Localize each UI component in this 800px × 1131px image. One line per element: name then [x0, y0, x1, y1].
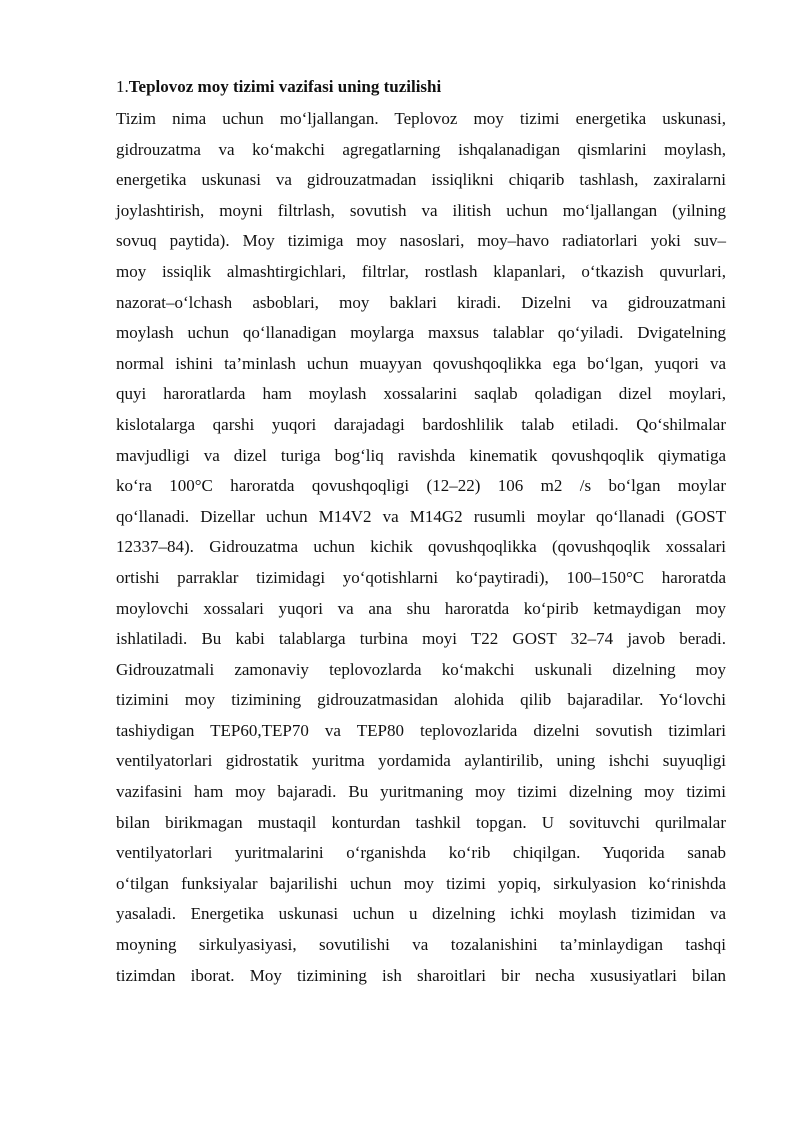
section-number: 1. [116, 77, 129, 96]
text-line: qo‘llanadi. Dizellar uchun M14V2 va M14G2 rusumli moylar qo‘llanadi (GOST [116, 506, 726, 526]
text-line: vazifasini ham moy bajaradi. Bu yuritmaning moy tizimi dizelning moy tizimi [116, 782, 726, 802]
text-line: Gidrouzatmali zamonaviy teplovozlarda ko‘makchi uskunali dizelning moy [116, 659, 726, 679]
section-title: Teplovoz moy tizimi vazifasi uning tuzilishi [128, 77, 442, 96]
section-heading [116, 70, 726, 104]
text-line: gidrouzatma va ko‘makchi agregatlarning ishqalanadigan qismlarini moylash, [116, 139, 726, 159]
text-line: o‘tilgan funksiyalar bajarilishi uchun moy tizimi yopiq, sirkulyasion ko‘rinishda [116, 873, 726, 893]
text-line: tizimdan iborat. Moy tizimining ish sharoitlari bir necha xususiyatlari bilan [116, 965, 726, 985]
body-paragraph [116, 104, 726, 991]
text-line: moyning sirkulyasiyasi, sovutilishi va tozalanishini ta’minlaydigan tashqi [116, 935, 726, 955]
text-line: ortishi parraklar tizimidagi yo‘qotishlarni ko‘paytiradi), 100–150°C haroratda [116, 567, 726, 587]
text-line: quyi haroratlarda ham moylash xossalarini saqlab qoladigan dizel moylari, [116, 384, 726, 404]
text-line: joylashtirish, moyni filtrlash, sovutish va ilitish uchun mo‘ljallangan (yilning [116, 200, 726, 220]
text-line: Tizim nima uchun mo‘ljallangan. Teplovoz moy tizimi energetika uskunasi, [116, 109, 726, 128]
text-line: ventilyatorlari gidrostatik yuritma yordamida aylantirilib, uning ishchi suyuqligi [116, 751, 726, 771]
text-line: nazorat–o‘lchash asboblari, moy baklari kiradi. Dizelni va gidrouzatmani [116, 292, 726, 312]
text-line: ko‘ra 100°C haroratda qovushqoqligi (12–22) 106 m2 /s bo‘lgan moylar [116, 476, 726, 496]
text-line: mavjudligi va dizel turiga bog‘liq ravishda kinematik qovushqoqlik qiymatiga [116, 445, 726, 465]
text-line: ventilyatorlari yuritmalarini o‘rganishda ko‘rib chiqilgan. Yuqorida sanab [116, 843, 726, 863]
text-line: 12337–84). Gidrouzatma uchun kichik qovushqoqlikka (qovushqoqlik xossalari [116, 537, 726, 557]
text-line: moylovchi xossalari yuqori va ana shu haroratda ko‘pirib ketmaydigan moy [116, 598, 726, 618]
text-line: kislotalarga qarshi yuqori darajadagi bardoshlilik talab etiladi. Qo‘shilmalar [116, 414, 726, 434]
text-line: moy issiqlik almashtirgichlari, filtrlar, rostlash klapanlari, o‘tkazish quvurlari, [116, 261, 726, 281]
text-line: bilan birikmagan mustaqil konturdan tashkil topgan. U sovituvchi qurilmalar [116, 812, 726, 832]
text-line: energetika uskunasi va gidrouzatmadan issiqlikni chiqarib tashlash, zaxiralarni [116, 170, 726, 190]
text-line: tashiydigan TEP60,TEP70 va TEP80 teplovozlarida dizelni sovutish tizimlari [116, 720, 726, 740]
text-line: ishlatiladi. Bu kabi talablarga turbina moyi T22 GOST 32–74 javob beradi. [116, 629, 726, 649]
text-line: tizimini moy tizimining gidrouzatmasidan alohida qilib bajaradilar. Yo‘lovchi [116, 690, 726, 710]
text-line: normal ishini ta’minlash uchun muayyan qovushqoqlikka ega bo‘lgan, yuqori va [116, 353, 726, 373]
text-line: sovuq paytida). Moy tizimiga moy nasoslari, moy–havo radiatorlari yoki suv– [116, 231, 726, 251]
text-line: moylash uchun qo‘llanadigan moylarga maxsus talablar qo‘yiladi. Dvigatelning [116, 323, 726, 343]
text-line: yasaladi. Energetika uskunasi uchun u dizelning ichki moylash tizimidan va [116, 904, 726, 924]
document-page [116, 70, 726, 991]
